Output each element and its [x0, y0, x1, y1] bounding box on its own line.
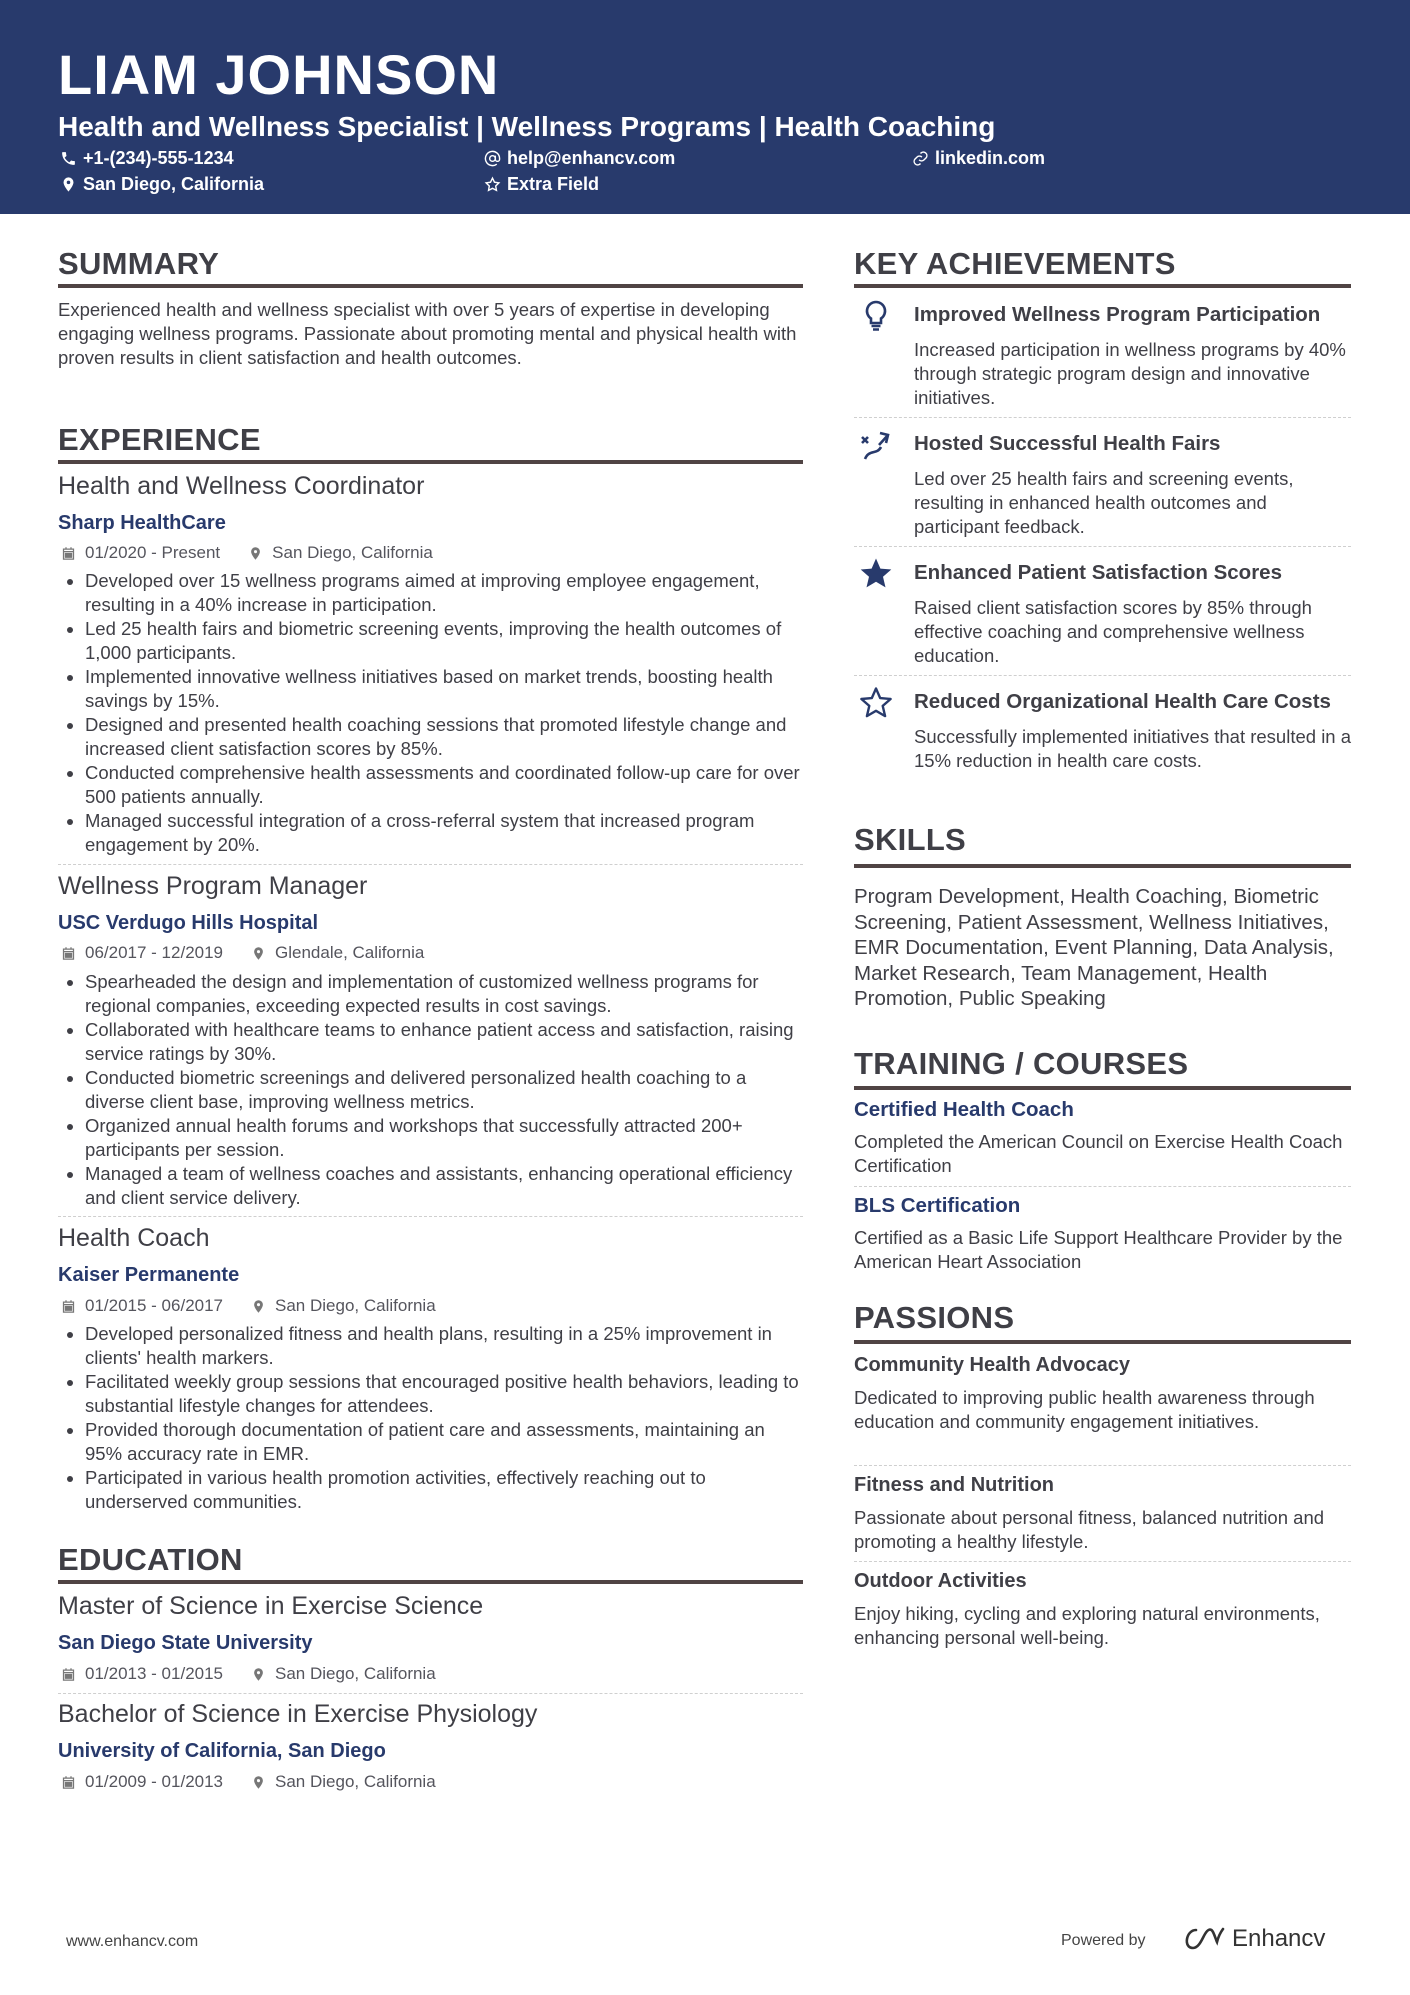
achievement-title: Hosted Successful Health Fairs — [914, 432, 1221, 455]
passions-rule — [854, 1340, 1351, 1344]
achievement-title: Enhanced Patient Satisfaction Scores — [914, 561, 1282, 584]
job-bullets — [58, 970, 803, 1210]
job-dates: 01/2020 - Present — [85, 543, 221, 562]
divider — [854, 675, 1351, 676]
list-item: • Conducted biometric screenings and delivered personalized health coaching to a diverse client base, improving wellness metrics. — [85, 1066, 803, 1114]
location-text: San Diego, California — [83, 174, 265, 194]
job-company: Sharp HealthCare — [58, 512, 226, 534]
powered-by-label: Powered by — [1061, 1932, 1146, 1949]
contact-location — [60, 174, 264, 195]
star-outline-icon — [484, 176, 501, 193]
calendar-icon — [61, 1299, 76, 1314]
education-location: San Diego, California — [275, 1664, 436, 1683]
calendar-icon — [61, 1667, 76, 1682]
experience-rule — [58, 460, 803, 464]
list-item: • Implemented innovative wellness initiatives based on market trends, boosting health savings by 15%. — [85, 665, 803, 713]
list-item: • Designed and presented health coaching sessions that promoted lifestyle change and increased client satisfaction scores by 85%. — [85, 713, 803, 761]
education-heading: EDUCATION — [58, 1542, 243, 1577]
candidate-title: Health and Wellness Specialist | Wellness Programs | Health Coaching — [58, 111, 996, 142]
contact-linkedin[interactable] — [912, 148, 1045, 169]
footer-url[interactable]: www.enhancv.com — [66, 1933, 199, 1950]
divider — [58, 1693, 803, 1694]
job-role: Health Coach — [58, 1224, 210, 1252]
job-company: Kaiser Permanente — [58, 1264, 240, 1286]
skills-text: Program Development, Health Coaching, Biometric Screening, Patient Assessment, Wellness Initiatives, EMR Documentation, Event Planning, Data Analysis, Market Research, Team Management, Health Promotion, Public Speaking — [854, 885, 1334, 1010]
achievement-text: Successfully implemented initiatives that resulted in a 15% reduction in health care costs. — [914, 726, 1352, 771]
education-dates: 01/2013 - 01/2015 — [85, 1664, 224, 1683]
star-outline-icon — [858, 685, 894, 721]
divider — [854, 546, 1351, 547]
education-location: San Diego, California — [275, 1772, 436, 1791]
achievement-text: Raised client satisfaction scores by 85% through effective coaching and comprehensive wellness education. — [914, 597, 1312, 666]
route-icon — [858, 428, 894, 464]
job-bullets — [58, 569, 803, 857]
list-item: • Led 25 health fairs and biometric screening events, improving the health outcomes of 1,000 participants. — [85, 617, 803, 665]
calendar-icon — [61, 1775, 76, 1790]
job-location: Glendale, California — [275, 943, 425, 962]
job-company: USC Verdugo Hills Hospital — [58, 912, 319, 934]
training-rule — [854, 1086, 1351, 1090]
brand-name: Enhancv — [1232, 1925, 1326, 1952]
passion-text: Enjoy hiking, cycling and exploring natural environments, enhancing personal well-being. — [854, 1603, 1320, 1648]
passion-text: Dedicated to improving public health awareness through education and community engagement initiatives. — [854, 1387, 1315, 1432]
email-text: help@enhancv.com — [507, 148, 676, 168]
education-degree: Bachelor of Science in Exercise Physiology — [58, 1700, 538, 1728]
summary-heading: SUMMARY — [58, 246, 220, 281]
job-location: San Diego, California — [272, 543, 433, 562]
passion-title: Outdoor Activities — [854, 1570, 1027, 1592]
job-role: Health and Wellness Coordinator — [58, 472, 425, 500]
course-text: Completed the American Council on Exercise Health Coach Certification — [854, 1131, 1343, 1176]
divider — [854, 417, 1351, 418]
list-item: • Facilitated weekly group sessions that encouraged positive health behaviors, leading to substantial lifestyle changes for attendees. — [85, 1370, 803, 1418]
job-dates: 01/2015 - 06/2017 — [85, 1296, 224, 1315]
list-item: • Managed successful integration of a cross-referral system that increased program engagement by 20%. — [85, 809, 803, 857]
extra-text: Extra Field — [507, 174, 600, 194]
list-item: • Spearheaded the design and implementation of customized wellness programs for regional companies, exceeding expected results in cost savings. — [85, 970, 803, 1018]
at-icon — [484, 150, 501, 167]
achievement-text: Increased participation in wellness programs by 40% through strategic program design and innovative initiatives. — [914, 339, 1346, 408]
summary-rule — [58, 284, 803, 288]
calendar-icon — [61, 946, 76, 961]
experience-heading: EXPERIENCE — [58, 422, 261, 457]
location-pin-icon — [251, 1775, 266, 1790]
location-pin-icon — [251, 1667, 266, 1682]
education-degree: Master of Science in Exercise Science — [58, 1592, 484, 1620]
contact-email[interactable] — [484, 148, 675, 169]
skills-rule — [854, 864, 1351, 868]
enhancv-logo-icon — [1180, 1924, 1226, 1954]
list-item: • Collaborated with healthcare teams to enhance patient access and satisfaction, raising service ratings by 30%. — [85, 1018, 803, 1066]
job-location: San Diego, California — [275, 1296, 436, 1315]
course-text: Certified as a Basic Life Support Healthcare Provider by the American Heart Association — [854, 1227, 1343, 1272]
passion-title: Fitness and Nutrition — [854, 1474, 1054, 1496]
job-meta — [61, 943, 424, 963]
list-item: • Provided thorough documentation of patient care and assessments, maintaining an 95% accuracy rate in EMR. — [85, 1418, 803, 1466]
job-dates: 06/2017 - 12/2019 — [85, 943, 224, 962]
achievements-rule — [854, 284, 1351, 288]
phone-icon — [60, 150, 77, 167]
location-pin-icon — [251, 946, 266, 961]
passion-text: Passionate about personal fitness, balanced nutrition and promoting a healthy lifestyle. — [854, 1507, 1325, 1552]
list-item: • Participated in various health promotion activities, effectively reaching out to underserved communities. — [85, 1466, 803, 1514]
enhancv-logo — [1180, 1924, 1325, 1954]
resume-header — [0, 0, 1410, 214]
job-bullets — [58, 1322, 803, 1514]
education-meta — [61, 1664, 436, 1684]
job-role: Wellness Program Manager — [58, 872, 368, 900]
divider — [58, 864, 803, 865]
phone-text: +1-(234)-555-1234 — [83, 148, 234, 168]
contact-extra — [484, 174, 599, 195]
education-meta — [61, 1772, 436, 1792]
list-item: • Developed personalized fitness and health plans, resulting in a 25% improvement in clients' health markers. — [85, 1322, 803, 1370]
education-dates: 01/2009 - 01/2013 — [85, 1772, 224, 1791]
job-meta — [61, 1296, 436, 1316]
skills-heading: SKILLS — [854, 822, 967, 857]
passion-title: Community Health Advocacy — [854, 1354, 1130, 1376]
achievements-heading: KEY ACHIEVEMENTS — [854, 246, 1176, 281]
course-title: Certified Health Coach — [854, 1098, 1074, 1121]
divider — [854, 1465, 1351, 1466]
list-item: • Developed over 15 wellness programs aimed at improving employee engagement, resulting in a 40% increase in participation. — [85, 569, 803, 617]
location-pin-icon — [248, 546, 263, 561]
list-item: • Conducted comprehensive health assessments and coordinated follow-up care for over 500 patients annually. — [85, 761, 803, 809]
list-item: • Organized annual health forums and workshops that successfully attracted 200+ participants per session. — [85, 1114, 803, 1162]
achievement-title: Reduced Organizational Health Care Costs — [914, 690, 1331, 713]
link-icon — [912, 150, 929, 167]
achievement-title: Improved Wellness Program Participation — [914, 303, 1321, 326]
education-school: San Diego State University — [58, 1632, 313, 1654]
calendar-icon — [61, 546, 76, 561]
course-title: BLS Certification — [854, 1194, 1021, 1217]
location-pin-icon — [60, 176, 77, 193]
star-filled-icon — [858, 556, 894, 592]
divider — [854, 1186, 1351, 1187]
job-meta — [61, 543, 433, 563]
divider — [58, 1216, 803, 1217]
passions-heading: PASSIONS — [854, 1300, 1015, 1335]
education-rule — [58, 1580, 803, 1584]
candidate-name: LIAM JOHNSON — [58, 43, 500, 106]
summary-text: Experienced health and wellness specialist with over 5 years of expertise in developing engaging wellness programs. Passionate about promoting mental and physical health with proven results in client satisfaction and health outcomes. — [58, 299, 797, 368]
location-pin-icon — [251, 1299, 266, 1314]
divider — [854, 1561, 1351, 1562]
training-heading: TRAINING / COURSES — [854, 1046, 1189, 1081]
contact-phone[interactable] — [60, 148, 234, 169]
list-item: • Managed a team of wellness coaches and assistants, enhancing operational efficiency and client service delivery. — [85, 1162, 803, 1210]
education-school: University of California, San Diego — [58, 1740, 386, 1762]
linkedin-text: linkedin.com — [935, 148, 1046, 168]
achievement-text: Led over 25 health fairs and screening events, resulting in enhanced health outcomes and participant feedback. — [914, 468, 1294, 537]
lightbulb-icon — [858, 298, 894, 334]
